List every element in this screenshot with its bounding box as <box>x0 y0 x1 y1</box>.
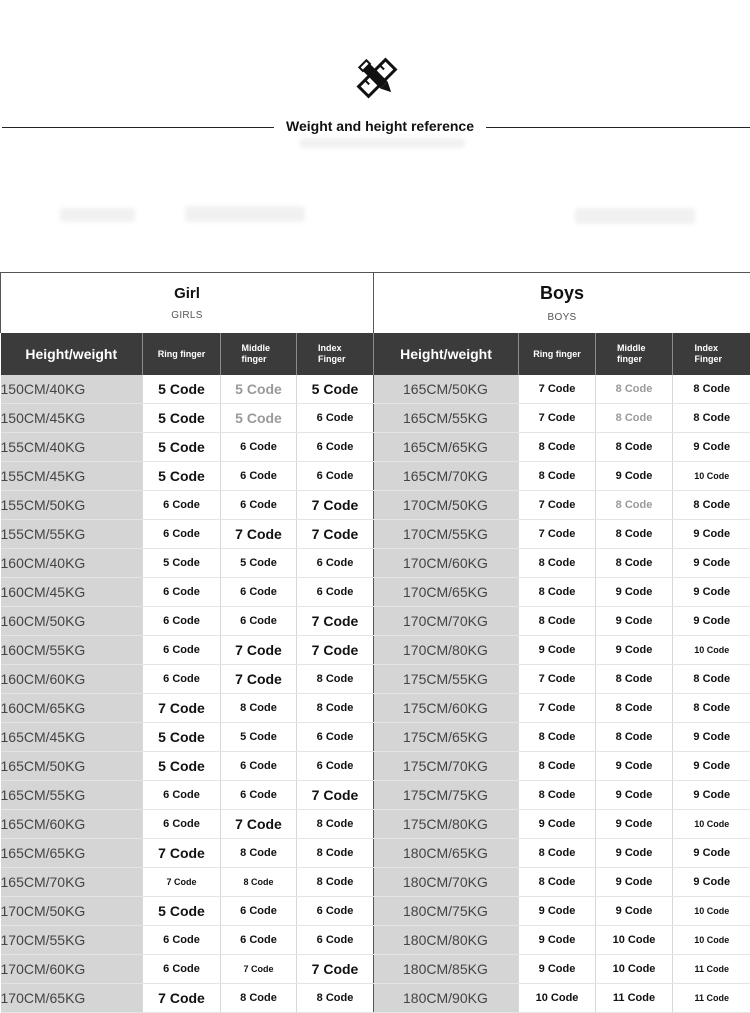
boys-size-cell: 7 Code <box>519 375 596 404</box>
girl-subtitle: GIRLS <box>1 310 373 321</box>
boys-col-middle-finger-label: Middle finger <box>617 343 651 365</box>
boys-size-cell: 8 Code <box>519 578 596 607</box>
boys-size-cell: 11 Code <box>673 984 750 1013</box>
boys-size-cell: 9 Code <box>673 723 750 752</box>
boys-size-cell: 9 Code <box>673 520 750 549</box>
table-row <box>1 897 750 926</box>
girl-height-weight-cell: 150CM/45KG <box>1 404 143 433</box>
girl-size-cell: 6 Code <box>143 607 221 636</box>
boys-col-height-weight: Height/weight <box>374 333 519 375</box>
boys-size-cell: 9 Code <box>596 897 673 926</box>
girl-size-cell: 8 Code <box>297 839 374 868</box>
girl-size-cell: 5 Code <box>143 897 221 926</box>
girl-height-weight-cell: 165CM/65KG <box>1 839 143 868</box>
section-title: Weight and height reference <box>275 118 485 134</box>
boys-size-cell: 9 Code <box>673 781 750 810</box>
boys-height-weight-cell: 175CM/65KG <box>374 723 519 752</box>
boys-height-weight-cell: 175CM/55KG <box>374 665 519 694</box>
girl-height-weight-cell: 160CM/55KG <box>1 636 143 665</box>
boys-size-cell: 8 Code <box>519 607 596 636</box>
boys-size-cell: 8 Code <box>596 665 673 694</box>
boys-size-cell: 10 Code <box>673 926 750 955</box>
girl-height-weight-cell: 170CM/55KG <box>1 926 143 955</box>
boys-size-cell: 8 Code <box>673 491 750 520</box>
girl-height-weight-cell: 155CM/50KG <box>1 491 143 520</box>
boys-size-cell: 10 Code <box>519 984 596 1013</box>
faint-decoration <box>60 208 135 222</box>
boys-size-cell: 9 Code <box>673 607 750 636</box>
girl-size-cell: 6 Code <box>143 491 221 520</box>
boys-size-cell: 9 Code <box>596 636 673 665</box>
girl-size-cell: 7 Code <box>143 984 221 1013</box>
girl-size-cell: 7 Code <box>221 955 297 984</box>
table-row <box>1 810 750 839</box>
girl-size-cell: 8 Code <box>221 868 297 897</box>
boys-col-index-finger <box>673 333 750 375</box>
boys-size-cell: 8 Code <box>596 723 673 752</box>
boys-size-cell: 10 Code <box>673 897 750 926</box>
boys-size-cell: 7 Code <box>519 694 596 723</box>
faint-decoration <box>300 138 465 148</box>
girl-size-cell: 6 Code <box>221 752 297 781</box>
title-divider-right <box>486 127 750 128</box>
boys-size-cell: 9 Code <box>596 462 673 491</box>
boys-col-index-finger-label: Index Finger <box>695 343 729 365</box>
girl-height-weight-cell: 155CM/40KG <box>1 433 143 462</box>
boys-group-header <box>374 273 750 334</box>
boys-height-weight-cell: 180CM/90KG <box>374 984 519 1013</box>
table-row <box>1 781 750 810</box>
girl-height-weight-cell: 155CM/45KG <box>1 462 143 491</box>
table-row <box>1 694 750 723</box>
girl-size-cell: 6 Code <box>221 491 297 520</box>
boys-size-cell: 8 Code <box>519 433 596 462</box>
boys-size-cell: 7 Code <box>519 404 596 433</box>
girl-size-cell: 6 Code <box>297 752 374 781</box>
boys-size-cell: 7 Code <box>519 665 596 694</box>
boys-col-middle-finger <box>596 333 673 375</box>
boys-subtitle: BOYS <box>374 312 750 323</box>
boys-height-weight-cell: 175CM/80KG <box>374 810 519 839</box>
boys-height-weight-cell: 180CM/80KG <box>374 926 519 955</box>
boys-size-cell: 8 Code <box>673 665 750 694</box>
boys-height-weight-cell: 170CM/60KG <box>374 549 519 578</box>
girl-size-cell: 7 Code <box>297 491 374 520</box>
boys-height-weight-cell: 180CM/75KG <box>374 897 519 926</box>
boys-size-cell: 11 Code <box>596 984 673 1013</box>
girl-height-weight-cell: 165CM/55KG <box>1 781 143 810</box>
girl-size-cell: 8 Code <box>297 868 374 897</box>
title-divider-left <box>2 127 274 128</box>
size-table-body <box>1 375 750 1013</box>
girl-size-cell: 8 Code <box>221 694 297 723</box>
boys-size-cell: 8 Code <box>596 520 673 549</box>
boys-size-cell: 9 Code <box>596 810 673 839</box>
boys-height-weight-cell: 175CM/75KG <box>374 781 519 810</box>
girl-size-cell: 6 Code <box>143 955 221 984</box>
boys-col-ring-finger: Ring finger <box>519 333 596 375</box>
girl-height-weight-cell: 170CM/65KG <box>1 984 143 1013</box>
boys-height-weight-cell: 170CM/80KG <box>374 636 519 665</box>
boys-height-weight-cell: 170CM/65KG <box>374 578 519 607</box>
girl-size-cell: 6 Code <box>297 549 374 578</box>
girl-size-cell: 6 Code <box>297 433 374 462</box>
girl-size-cell: 6 Code <box>297 462 374 491</box>
girl-size-cell: 5 Code <box>143 549 221 578</box>
girl-height-weight-cell: 160CM/45KG <box>1 578 143 607</box>
boys-size-cell: 8 Code <box>519 723 596 752</box>
boys-size-cell: 9 Code <box>519 636 596 665</box>
boys-size-cell: 8 Code <box>519 781 596 810</box>
boys-size-cell: 9 Code <box>596 781 673 810</box>
boys-size-cell: 9 Code <box>673 578 750 607</box>
girl-size-cell: 8 Code <box>297 984 374 1013</box>
table-row <box>1 955 750 984</box>
girl-size-cell: 6 Code <box>297 578 374 607</box>
table-row <box>1 752 750 781</box>
boys-size-cell: 9 Code <box>596 752 673 781</box>
girl-size-cell: 7 Code <box>297 636 374 665</box>
girl-height-weight-cell: 170CM/50KG <box>1 897 143 926</box>
boys-size-cell: 8 Code <box>596 549 673 578</box>
boys-size-cell: 8 Code <box>596 694 673 723</box>
girl-size-cell: 6 Code <box>297 897 374 926</box>
boys-size-cell: 8 Code <box>519 462 596 491</box>
table-row <box>1 491 750 520</box>
girl-size-cell: 7 Code <box>143 839 221 868</box>
size-chart-table <box>0 272 750 1013</box>
faint-decoration <box>185 206 305 222</box>
girl-size-cell: 8 Code <box>297 810 374 839</box>
table-row <box>1 462 750 491</box>
table-row <box>1 404 750 433</box>
table-row <box>1 520 750 549</box>
boys-size-cell: 9 Code <box>596 578 673 607</box>
girl-size-cell: 7 Code <box>221 810 297 839</box>
girl-size-cell: 5 Code <box>221 549 297 578</box>
girl-size-cell: 7 Code <box>221 520 297 549</box>
boys-size-cell: 8 Code <box>673 694 750 723</box>
group-header-row <box>1 273 750 334</box>
girl-size-cell: 6 Code <box>143 781 221 810</box>
girl-size-cell: 7 Code <box>297 955 374 984</box>
boys-size-cell: 8 Code <box>519 549 596 578</box>
girl-col-middle-finger <box>221 333 297 375</box>
table-row <box>1 723 750 752</box>
girl-size-cell: 7 Code <box>221 665 297 694</box>
girl-size-cell: 8 Code <box>297 665 374 694</box>
boys-size-cell: 9 Code <box>596 868 673 897</box>
boys-height-weight-cell: 180CM/70KG <box>374 868 519 897</box>
girl-height-weight-cell: 150CM/40KG <box>1 375 143 404</box>
boys-size-cell: 9 Code <box>596 839 673 868</box>
boys-size-cell: 10 Code <box>596 955 673 984</box>
boys-size-cell: 10 Code <box>673 636 750 665</box>
girl-col-height-weight: Height/weight <box>1 333 143 375</box>
girl-height-weight-cell: 165CM/60KG <box>1 810 143 839</box>
girl-size-cell: 8 Code <box>221 984 297 1013</box>
girl-size-cell: 7 Code <box>221 636 297 665</box>
boys-size-cell: 9 Code <box>519 810 596 839</box>
faint-decoration <box>575 208 695 224</box>
girl-size-cell: 5 Code <box>143 462 221 491</box>
girl-size-cell: 5 Code <box>143 375 221 404</box>
boys-size-cell: 8 Code <box>519 752 596 781</box>
table-row <box>1 665 750 694</box>
boys-height-weight-cell: 170CM/50KG <box>374 491 519 520</box>
girl-size-cell: 6 Code <box>143 636 221 665</box>
girl-size-cell: 8 Code <box>297 694 374 723</box>
boys-size-cell: 9 Code <box>673 868 750 897</box>
girl-size-cell: 6 Code <box>221 897 297 926</box>
girl-size-cell: 7 Code <box>297 520 374 549</box>
girl-height-weight-cell: 170CM/60KG <box>1 955 143 984</box>
girl-size-cell: 6 Code <box>297 926 374 955</box>
girl-size-cell: 6 Code <box>143 520 221 549</box>
table-row <box>1 549 750 578</box>
boys-height-weight-cell: 165CM/50KG <box>374 375 519 404</box>
table-row <box>1 636 750 665</box>
girl-size-cell: 6 Code <box>297 723 374 752</box>
boys-height-weight-cell: 165CM/70KG <box>374 462 519 491</box>
boys-size-cell: 9 Code <box>673 839 750 868</box>
girl-col-index-finger <box>297 333 374 375</box>
girl-size-cell: 5 Code <box>143 433 221 462</box>
boys-size-cell: 8 Code <box>519 868 596 897</box>
boys-size-cell: 8 Code <box>596 491 673 520</box>
girl-size-cell: 6 Code <box>143 926 221 955</box>
girl-height-weight-cell: 160CM/40KG <box>1 549 143 578</box>
girl-size-cell: 8 Code <box>221 839 297 868</box>
boys-size-cell: 9 Code <box>519 955 596 984</box>
girl-size-cell: 7 Code <box>143 694 221 723</box>
boys-size-cell: 8 Code <box>673 404 750 433</box>
boys-height-weight-cell: 180CM/85KG <box>374 955 519 984</box>
table-row <box>1 926 750 955</box>
girl-size-cell: 6 Code <box>221 926 297 955</box>
boys-size-cell: 8 Code <box>596 375 673 404</box>
girl-size-cell: 5 Code <box>143 752 221 781</box>
table-row <box>1 578 750 607</box>
girl-size-cell: 5 Code <box>221 404 297 433</box>
boys-size-cell: 7 Code <box>519 491 596 520</box>
girl-size-cell: 6 Code <box>221 607 297 636</box>
boys-size-cell: 9 Code <box>673 433 750 462</box>
girl-size-cell: 5 Code <box>221 375 297 404</box>
boys-height-weight-cell: 180CM/65KG <box>374 839 519 868</box>
table-row <box>1 375 750 404</box>
boys-size-cell: 8 Code <box>596 433 673 462</box>
boys-size-cell: 8 Code <box>519 839 596 868</box>
girl-size-cell: 5 Code <box>143 404 221 433</box>
boys-height-weight-cell: 175CM/60KG <box>374 694 519 723</box>
boys-size-cell: 10 Code <box>673 462 750 491</box>
girl-size-cell: 6 Code <box>143 578 221 607</box>
girl-size-cell: 7 Code <box>297 781 374 810</box>
girl-size-cell: 5 Code <box>297 375 374 404</box>
girl-group-header <box>1 273 374 334</box>
boys-size-cell: 8 Code <box>596 404 673 433</box>
boys-title: Boys <box>374 283 750 304</box>
girl-size-cell: 6 Code <box>143 665 221 694</box>
table-row <box>1 868 750 897</box>
girl-size-cell: 6 Code <box>297 404 374 433</box>
girl-height-weight-cell: 165CM/50KG <box>1 752 143 781</box>
boys-height-weight-cell: 165CM/65KG <box>374 433 519 462</box>
girl-size-cell: 5 Code <box>143 723 221 752</box>
pencil-ruler-icon <box>355 56 399 100</box>
boys-size-cell: 8 Code <box>673 375 750 404</box>
boys-size-cell: 11 Code <box>673 955 750 984</box>
boys-size-cell: 10 Code <box>673 810 750 839</box>
girl-col-ring-finger: Ring finger <box>143 333 221 375</box>
table-row <box>1 433 750 462</box>
girl-size-cell: 6 Code <box>221 433 297 462</box>
girl-height-weight-cell: 165CM/70KG <box>1 868 143 897</box>
section-title-row <box>0 117 750 137</box>
boys-size-cell: 9 Code <box>673 752 750 781</box>
boys-height-weight-cell: 165CM/55KG <box>374 404 519 433</box>
girl-height-weight-cell: 160CM/60KG <box>1 665 143 694</box>
girl-size-cell: 6 Code <box>143 810 221 839</box>
boys-height-weight-cell: 170CM/55KG <box>374 520 519 549</box>
girl-size-cell: 6 Code <box>221 781 297 810</box>
column-header-row <box>1 333 750 375</box>
girl-size-cell: 6 Code <box>221 462 297 491</box>
girl-size-cell: 6 Code <box>221 578 297 607</box>
table-row <box>1 607 750 636</box>
boys-size-cell: 9 Code <box>596 607 673 636</box>
girl-size-cell: 5 Code <box>221 723 297 752</box>
girl-col-middle-finger-label: Middle finger <box>242 343 276 365</box>
boys-size-cell: 10 Code <box>596 926 673 955</box>
table-row <box>1 984 750 1013</box>
table-row <box>1 839 750 868</box>
boys-size-cell: 9 Code <box>519 926 596 955</box>
girl-col-index-finger-label: Index Finger <box>318 343 352 365</box>
boys-size-cell: 9 Code <box>673 549 750 578</box>
boys-size-cell: 9 Code <box>519 897 596 926</box>
boys-size-cell: 7 Code <box>519 520 596 549</box>
boys-height-weight-cell: 170CM/70KG <box>374 607 519 636</box>
girl-size-cell: 7 Code <box>143 868 221 897</box>
girl-size-cell: 7 Code <box>297 607 374 636</box>
girl-height-weight-cell: 160CM/65KG <box>1 694 143 723</box>
girl-height-weight-cell: 165CM/45KG <box>1 723 143 752</box>
girl-title: Girl <box>1 285 373 302</box>
girl-height-weight-cell: 155CM/55KG <box>1 520 143 549</box>
boys-height-weight-cell: 175CM/70KG <box>374 752 519 781</box>
girl-height-weight-cell: 160CM/50KG <box>1 607 143 636</box>
